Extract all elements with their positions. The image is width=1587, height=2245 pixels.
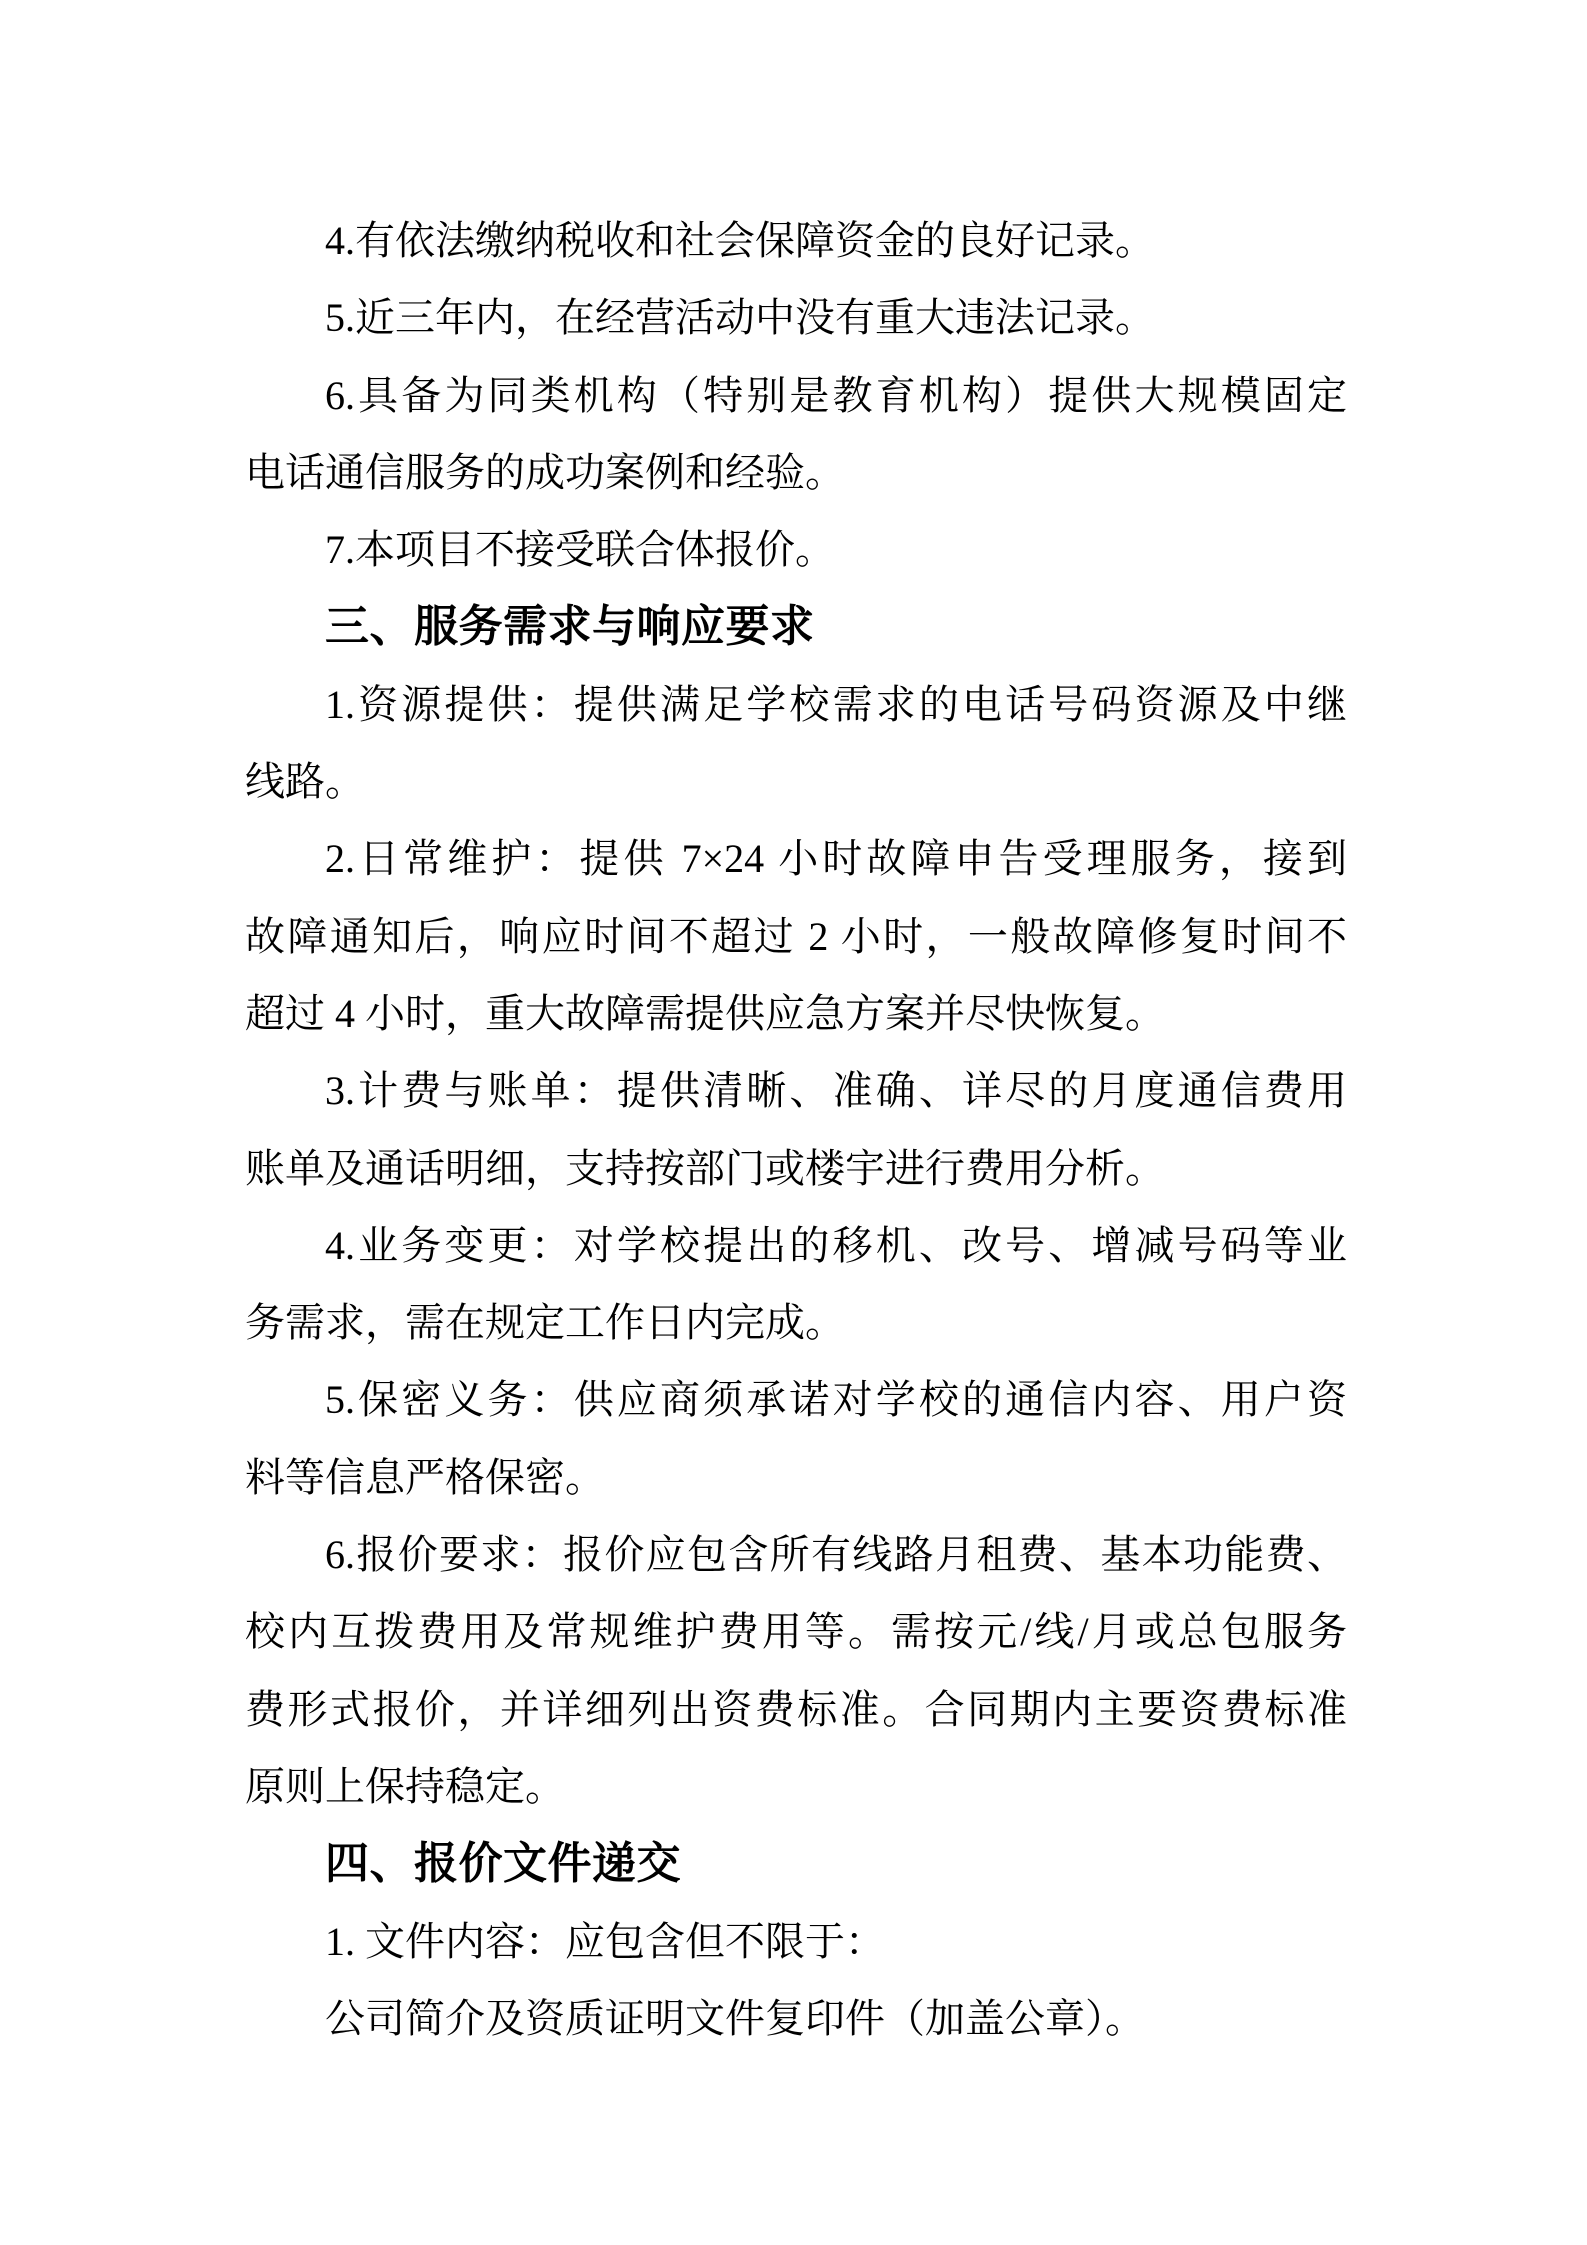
doc-line: 故障通知后，响应时间不超过 2 小时，一般故障修复时间不 xyxy=(245,913,1347,959)
doc-line: 1.资源提供：提供满足学校需求的电话号码资源及中继 xyxy=(325,681,1347,727)
doc-line: 料等信息严格保密。 xyxy=(245,1454,605,1500)
document-body xyxy=(245,202,1347,2057)
doc-line: 公司简介及资质证明文件复印件（加盖公章）。 xyxy=(325,1995,1145,2041)
doc-line: 1. 文件内容：应包含但不限于： xyxy=(325,1918,885,1964)
doc-line: 6.报价要求：报价应包含所有线路月租费、基本功能费、 xyxy=(325,1532,1347,1578)
doc-line: 校内互拨费用及常规维护费用等。需按元/线/月或总包服务 xyxy=(245,1609,1347,1655)
doc-line: 4.业务变更：对学校提出的移机、改号、增减号码等业 xyxy=(325,1222,1347,1268)
doc-line: 账单及通话明细，支持按部门或楼宇进行费用分析。 xyxy=(245,1145,1165,1191)
doc-line: 7.本项目不接受联合体报价。 xyxy=(325,527,835,573)
doc-line: 原则上保持稳定。 xyxy=(245,1763,565,1809)
doc-line: 超过 4 小时，重大故障需提供应急方案并尽快恢复。 xyxy=(245,990,1165,1036)
doc-line: 4.有依法缴纳税收和社会保障资金的良好记录。 xyxy=(325,218,1155,263)
doc-line: 3.计费与账单：提供清晰、准确、详尽的月度通信费用 xyxy=(325,1068,1347,1114)
doc-line: 电话通信服务的成功案例和经验。 xyxy=(245,449,845,495)
doc-line: 5.保密义务：供应商须承诺对学校的通信内容、用户资 xyxy=(325,1377,1347,1423)
section-heading-quotation-submission: 四、报价文件递交 xyxy=(325,1839,681,1889)
doc-line: 5.近三年内，在经营活动中没有重大违法记录。 xyxy=(325,295,1155,341)
doc-line: 务需求，需在规定工作日内完成。 xyxy=(245,1300,845,1346)
doc-line: 2.日常维护：提供 7×24 小时故障申告受理服务，接到 xyxy=(325,836,1347,882)
doc-line: 6.具备为同类机构（特别是教育机构）提供大规模固定 xyxy=(325,372,1347,418)
doc-line: 费形式报价，并详细列出资费标准。合同期内主要资费标准 xyxy=(245,1686,1347,1732)
doc-line: 线路。 xyxy=(245,759,365,805)
section-heading-service-requirements: 三、服务需求与响应要求 xyxy=(325,602,815,652)
